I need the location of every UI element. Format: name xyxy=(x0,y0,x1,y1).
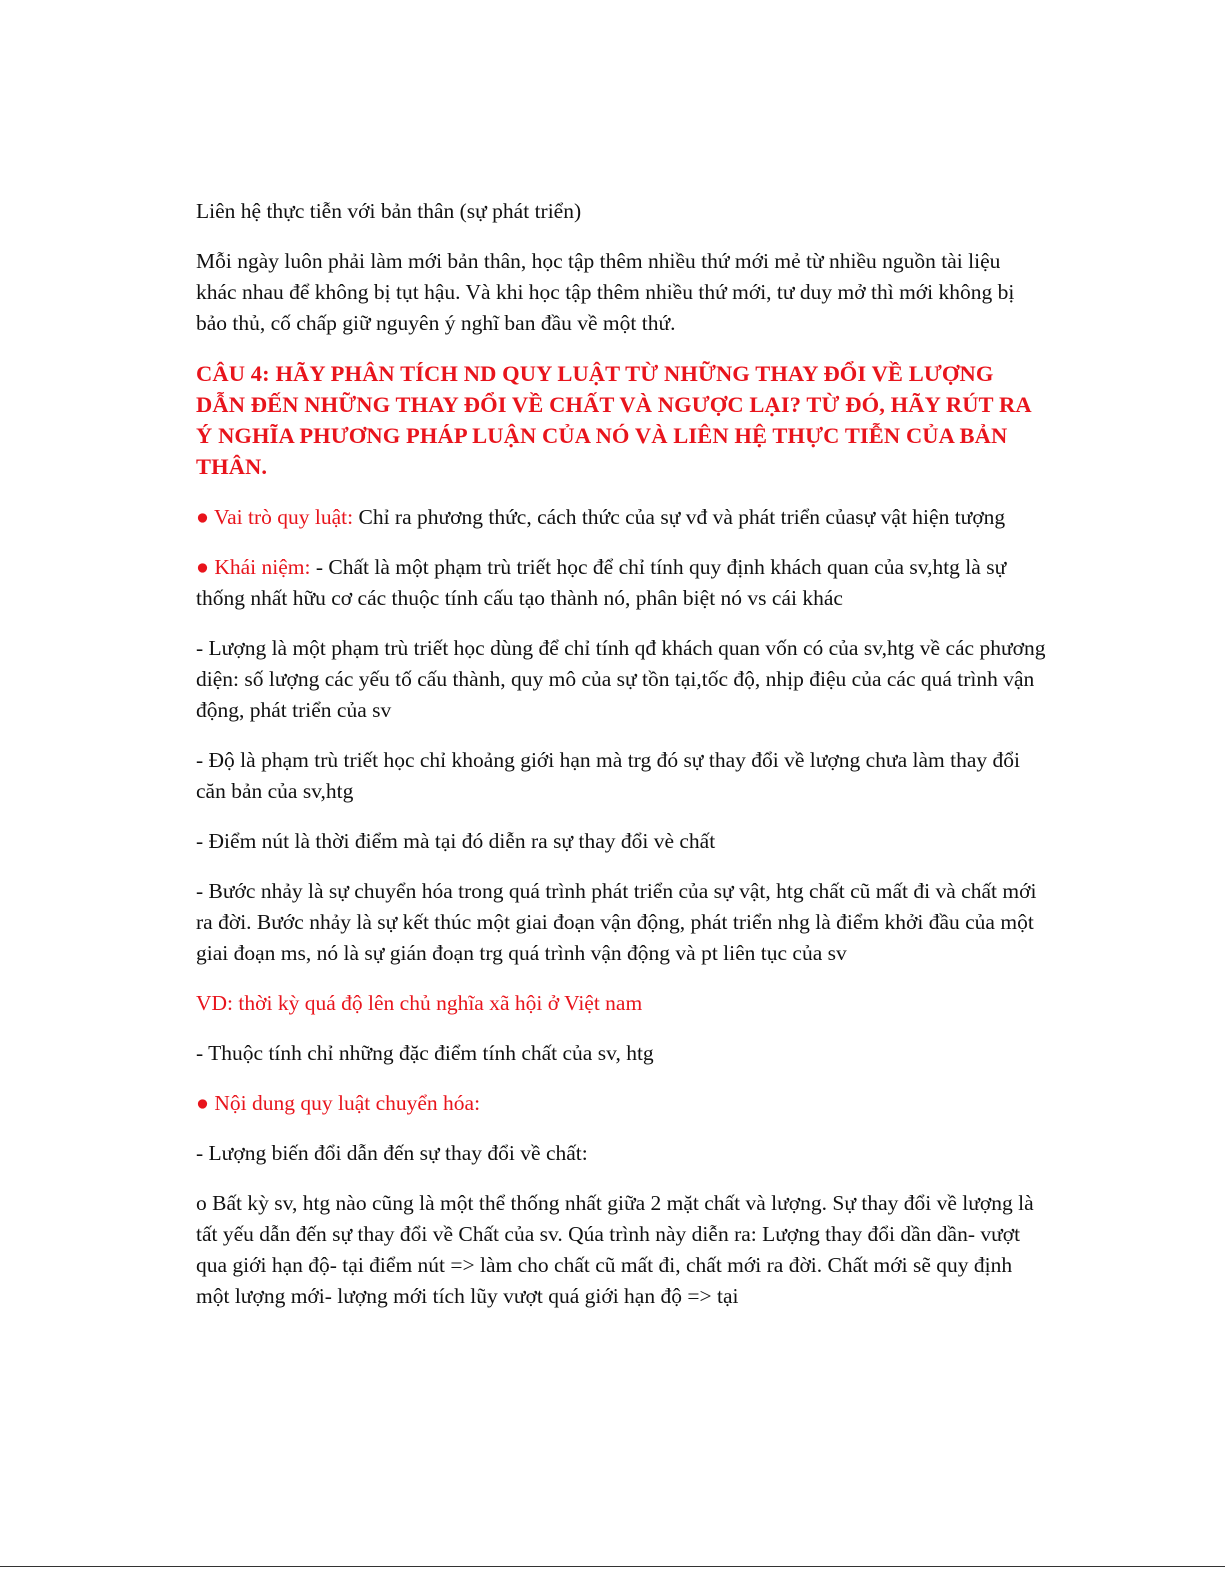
content-point-1-detail: o Bất kỳ sv, htg nào cũng là một thể thống nhất giữa 2 mặt chất và lượng. Sự thay đổi về lượng là tất yếu dẫn đến sự thay đổi về Chất của sv. Qúa trình này diễn ra: Lượng thay đổi dần dần- vượt qua giới hạn độ- tại điểm nút => làm cho chất cũ mất đi, chất mới ra đời. Chất mới sẽ quy định một lượng mới- lượng mới tích lũy vượt quá giới hạn độ => tại xyxy=(196,1191,1034,1308)
document-page xyxy=(196,196,1046,1331)
attribute-paragraph: - Thuộc tính chỉ những đặc điểm tính chất của sv, htg xyxy=(196,1041,654,1065)
role-paragraph xyxy=(196,502,1046,533)
intro-title: Liên hệ thực tiễn với bản thân (sự phát triển) xyxy=(196,199,582,223)
content-label: ● Nội dung quy luật chuyển hóa: xyxy=(196,1091,481,1115)
intro-paragraph: Mỗi ngày luôn phải làm mới bản thân, học tập thêm nhiều thứ mới mẻ từ nhiều nguồn tài liệu khác nhau để không bị tụt hậu. Và khi học tập thêm nhiều thứ mới, tư duy mở thì mới không bị bảo thủ, cố chấp giữ nguyên ý nghĩ ban đầu về một thứ. xyxy=(196,249,1015,335)
role-label: ● Vai trò quy luật: xyxy=(196,505,354,529)
concept-text: - Chất là một phạm trù triết học để chỉ tính quy định khách quan của sv,htg là sự thống nhất hữu cơ các thuộc tính cấu tạo thành nó, phân biệt nó vs cái khác xyxy=(196,555,1007,610)
question-heading: CÂU 4: HÃY PHÂN TÍCH ND QUY LUẬT TỪ NHỮNG THAY ĐỔI VỀ LƯỢNG DẪN ĐẾN NHỮNG THAY ĐỔI VỀ CHẤT VÀ NGƯỢC LẠI? TỪ ĐÓ, HÃY RÚT RA Ý NGHĨA PHƯƠNG PHÁP LUẬN CỦA NÓ VÀ LIÊN HỆ THỰC TIỄN CỦA BẢN THÂN. xyxy=(196,361,1031,479)
content-point-1: - Lượng biến đổi dẫn đến sự thay đổi về chất: xyxy=(196,1141,588,1165)
definition-quantity: - Lượng là một phạm trù triết học dùng để chỉ tính qđ khách quan vốn có của sv,htg về các phương diện: số lượng các yếu tố cấu thành, quy mô của sự tồn tại,tốc độ, nhịp điệu của các quá trình vận động, phát triển của sv xyxy=(196,636,1046,722)
example-paragraph: VD: thời kỳ quá độ lên chủ nghĩa xã hội ở Việt nam xyxy=(196,991,643,1015)
definition-measure: - Độ là phạm trù triết học chỉ khoảng giới hạn mà trg đó sự thay đổi về lượng chưa làm thay đổi căn bản của sv,htg xyxy=(196,748,1020,803)
concept-label: ● Khái niệm: xyxy=(196,555,311,579)
page-bottom-divider xyxy=(0,1566,1225,1567)
definition-leap: - Bước nhảy là sự chuyển hóa trong quá trình phát triển của sự vật, htg chất cũ mất đi và chất mới ra đời. Bước nhảy là sự kết thúc một giai đoạn vận động, phát triển nhg là điểm khởi đầu của một giai đoạn ms, nó là sự gián đoạn trg quá trình vận động và pt liên tục của sv xyxy=(196,879,1037,965)
role-text: Chỉ ra phương thức, cách thức của sự vđ và phát triển củasự vật hiện tượng xyxy=(353,505,1006,529)
definition-nodal-point: - Điểm nút là thời điểm mà tại đó diễn ra sự thay đổi vè chất xyxy=(196,829,716,853)
concept-paragraph xyxy=(196,552,1046,614)
